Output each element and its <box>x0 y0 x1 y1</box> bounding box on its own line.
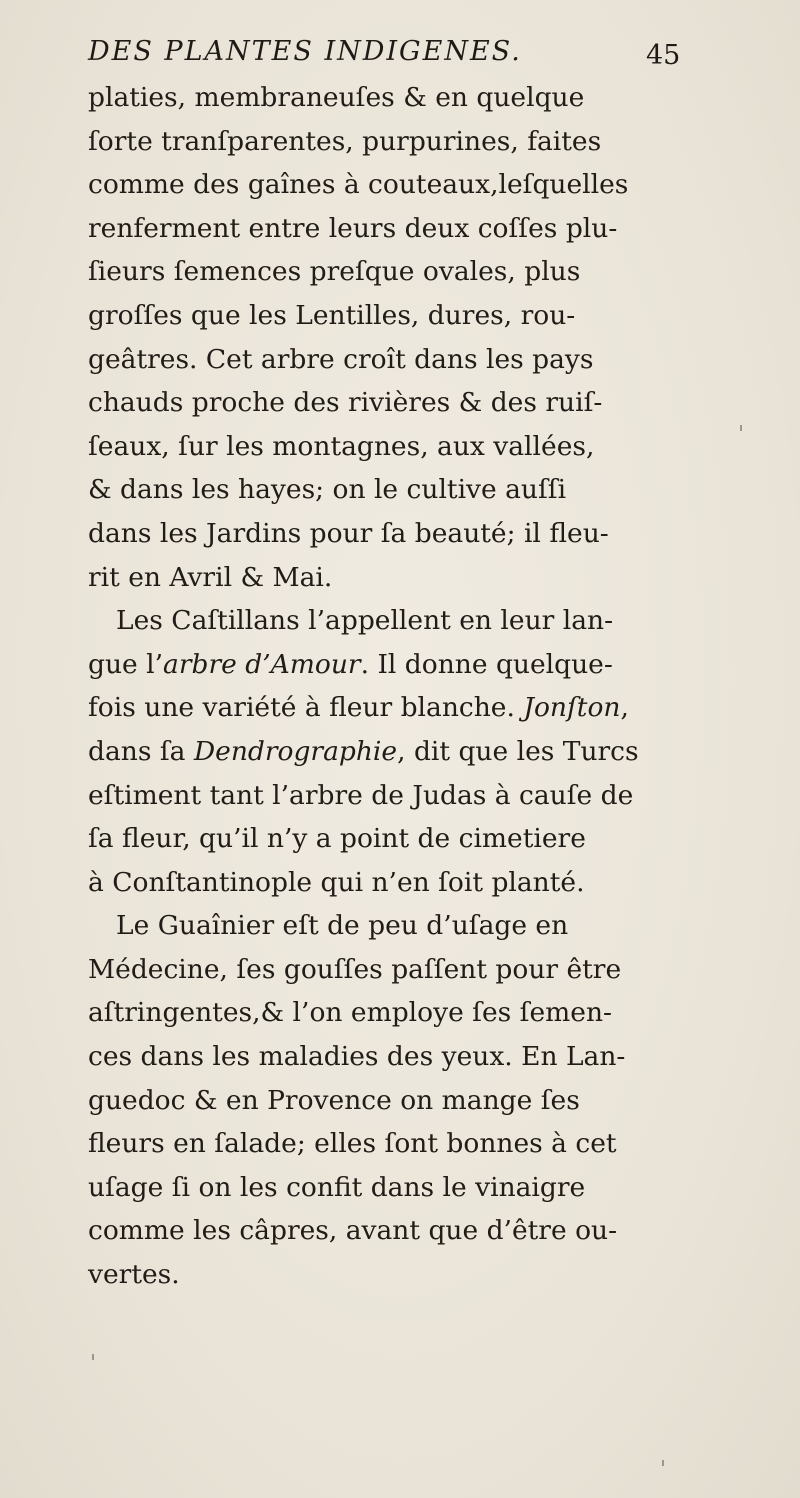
text-run: ſeaux, ſur les montagnes, aux vallées, <box>88 430 595 462</box>
text-run: groſſes que les Lentilles, dures, rou- <box>88 299 576 331</box>
text-run: & dans les hayes; on le cultive auſſi <box>88 474 567 506</box>
text-line <box>88 1209 728 1253</box>
text-line <box>88 1122 728 1166</box>
text-line <box>88 1253 728 1297</box>
text-run: , <box>620 692 629 724</box>
text-line <box>88 1035 728 1079</box>
body-text <box>88 76 728 1297</box>
text-line <box>88 904 728 948</box>
running-head: DES PLANTES INDIGENES. <box>88 36 522 67</box>
text-run: gue l’ <box>88 648 164 680</box>
text-run: rit en Avril & Mai. <box>88 561 333 593</box>
text-line <box>88 338 728 382</box>
text-line <box>88 556 728 600</box>
text-line <box>88 817 728 861</box>
italic-text: Dendrographie <box>193 735 398 767</box>
text-run: comme des gaînes à couteaux,leſquelles <box>88 169 629 201</box>
text-line <box>88 1166 728 1210</box>
text-line <box>88 643 728 687</box>
stray-ink-mark <box>662 1460 664 1466</box>
text-run: geâtres. Cet arbre croît dans les pays <box>88 343 594 375</box>
text-run: à Conſtantinople qui n’en ſoit planté. <box>88 866 585 898</box>
italic-text: Jonſton <box>523 692 621 724</box>
text-run: ſa fleur, qu’il n’y a point de cimetiere <box>88 823 586 855</box>
text-run: vertes. <box>88 1259 180 1291</box>
text-line <box>88 861 728 905</box>
text-run: Médecine, ſes gouſſes paſſent pour être <box>88 953 622 985</box>
text-line <box>88 294 728 338</box>
text-run: Le Guaînier eſt de peu d’uſage en <box>116 910 569 942</box>
text-line <box>88 468 728 512</box>
text-line <box>88 1079 728 1123</box>
text-run: aſtringentes,& l’on employe ſes ſemen- <box>88 997 613 1029</box>
text-run: ſorte tranſparentes, purpurines, faites <box>88 125 602 157</box>
text-line <box>88 599 728 643</box>
italic-text: arbre d’Amour <box>163 648 361 680</box>
text-run: fois une variété à fleur blanche. <box>88 692 524 724</box>
stray-ink-mark <box>92 1354 94 1360</box>
text-run: comme les câpres, avant que d’être ou- <box>88 1215 618 1247</box>
text-run: ces dans les maladies des yeux. En Lan- <box>88 1041 626 1073</box>
text-line <box>88 76 728 120</box>
text-run: . Il donne quelque- <box>360 648 613 680</box>
text-line <box>88 991 728 1035</box>
text-run: platies, membraneuſes & en quelque <box>88 82 585 113</box>
text-run: uſage ſi on les confit dans le vinaigre <box>88 1171 586 1203</box>
text-line <box>88 250 728 294</box>
text-line <box>88 120 728 164</box>
text-line <box>88 512 728 556</box>
page-number: 45 <box>646 40 681 71</box>
text-run: ſieurs ſemences preſque ovales, plus <box>88 256 581 288</box>
text-run: renferment entre leurs deux coſſes plu- <box>88 212 618 244</box>
text-run: dans les Jardins pour ſa beauté; il fleu- <box>88 517 609 549</box>
text-run: chauds proche des rivières & des ruiſ- <box>88 387 603 419</box>
text-run: guedoc & en Provence on mange ſes <box>88 1084 580 1116</box>
text-run: fleurs en ſalade; elles ſont bonnes à cet <box>88 1128 617 1160</box>
text-line <box>88 948 728 992</box>
text-line <box>88 774 728 818</box>
text-run: eſtiment tant l’arbre de Judas à cauſe de <box>88 779 634 811</box>
text-run: dans ſa <box>88 735 194 767</box>
text-run: , dit que les Turcs <box>397 735 639 767</box>
text-run: Les Caſtillans l’appellent en leur lan- <box>116 605 614 637</box>
text-line <box>88 207 728 251</box>
stray-ink-mark <box>740 425 742 431</box>
text-line <box>88 425 728 469</box>
text-line <box>88 163 728 207</box>
text-line <box>88 730 728 774</box>
text-line <box>88 686 728 730</box>
text-line <box>88 381 728 425</box>
